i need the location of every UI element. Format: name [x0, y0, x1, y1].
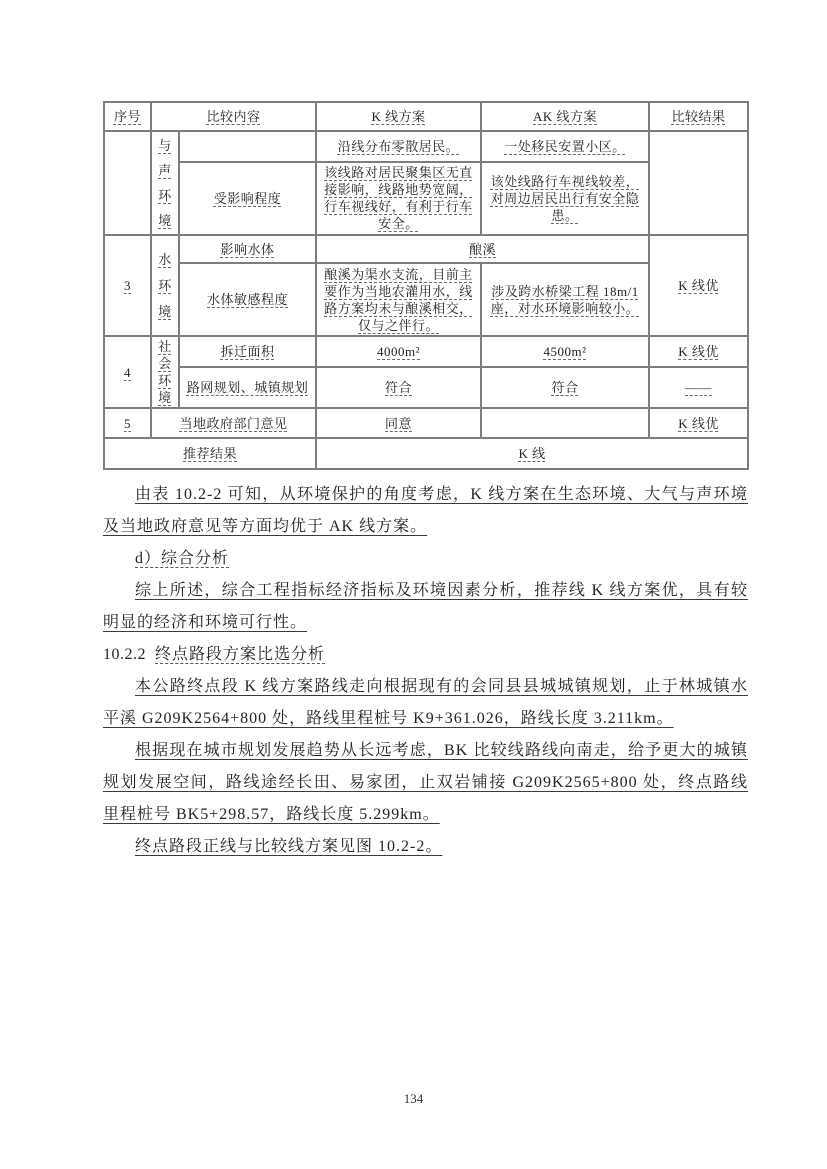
- cell-water-seq: 3: [104, 235, 151, 336]
- header-k-plan: K 线方案: [316, 102, 481, 131]
- cell-sound-impact-k: 该线路对居民聚集区无直接影响，线路地势宽阔，行车视线好，有利于行车安全。: [316, 162, 481, 235]
- cell-planning-result: ——: [649, 367, 748, 408]
- cell-sound-seq: [104, 131, 151, 235]
- cell-sound-result: [649, 131, 748, 235]
- cell-gov-ak: [481, 408, 649, 438]
- row-social-demolition: [104, 336, 748, 367]
- row-sound-residents: [104, 131, 748, 162]
- cell-social-category: 社会环境: [151, 336, 179, 408]
- paragraph-env-conclusion: 由表 10.2-2 可知，从环境保护的角度考虑，K 线方案在生态环境、大气与声环境及当地政府意见等方面均优于 AK 线方案。: [103, 486, 748, 535]
- cell-sound-category: 与声环境: [151, 131, 179, 235]
- paragraph-overall-conclusion: 综上所述，综合工程指标经济指标及环境因素分析，推荐线 K 线方案优，具有较明显的经济和环境可行性。: [103, 582, 748, 631]
- cell-demolition-result: K 线优: [649, 336, 748, 367]
- cell-water-sensitivity-ak: 涉及跨水桥梁工程 18m/1 座，对水环境影响较小。: [481, 263, 649, 336]
- page-number: 134: [403, 1091, 424, 1106]
- row-government-opinion: [104, 408, 748, 438]
- cell-sound-residents-label: [179, 131, 316, 162]
- cell-water-result: K 线优: [649, 235, 748, 336]
- paragraph-figure-reference: 终点路段正线与比较线方案见图 10.2-2。: [135, 838, 443, 855]
- cell-demolition-ak: 4500m²: [481, 336, 649, 367]
- heading-comprehensive-analysis: d）综合分析: [135, 550, 230, 567]
- comparison-table: [103, 101, 749, 470]
- cell-demolition-label: 拆迁面积: [179, 336, 316, 367]
- row-social-planning: [104, 367, 748, 408]
- cell-planning-k: 符合: [316, 367, 481, 408]
- cell-water-category: 水环境: [151, 235, 179, 336]
- row-water-body: [104, 235, 748, 263]
- cell-recommendation-value: K 线: [316, 438, 748, 469]
- paragraph-k-line-endpoint: 本公路终点段 K 线方案路线走向根据现有的会同县县城城镇规划，止于林城镇水平溪 G209K2564+800 处，路线里程桩号 K9+361.026，路线长度 3.211km。: [103, 678, 748, 727]
- cell-sound-impact-label: 受影响程度: [179, 162, 316, 235]
- section-title: 终点路段方案比选分析: [155, 646, 326, 663]
- cell-water-body-value: 酿溪: [316, 235, 649, 263]
- cell-sound-residents-k: 沿线分布零散居民。: [316, 131, 481, 162]
- row-recommendation: [104, 438, 748, 469]
- cell-gov-k: 同意: [316, 408, 481, 438]
- cell-planning-label: 路网规划、城镇规划: [179, 367, 316, 408]
- cell-gov-result: K 线优: [649, 408, 748, 438]
- cell-gov-label: 当地政府部门意见: [151, 408, 316, 438]
- heading-section-10-2-2: [103, 639, 748, 671]
- header-result: 比较结果: [649, 102, 748, 131]
- cell-planning-ak: 符合: [481, 367, 649, 408]
- cell-water-body-label: 影响水体: [179, 235, 316, 263]
- header-content: 比较内容: [151, 102, 316, 131]
- cell-water-sensitivity-label: 水体敏感程度: [179, 263, 316, 336]
- header-seq: 序号: [104, 102, 151, 131]
- cell-water-sensitivity-k: 酿溪为渠水支流，目前主要作为当地农灌用水，线路方案均未与酿溪相交，仅与之伴行。: [316, 263, 481, 336]
- cell-sound-impact-ak: 该处线路行车视线较差，对周边居民出行有安全隐患。: [481, 162, 649, 235]
- cell-recommendation-label: 推荐结果: [104, 438, 316, 469]
- table-header-row: [104, 102, 748, 131]
- body-text: [103, 479, 748, 863]
- header-ak-plan: AK 线方案: [481, 102, 649, 131]
- paragraph-bk-line-endpoint: 根据现在城市规划发展趋势从长远考虑，BK 比较线路线向南走，给予更大的城镇规划发展空间，路线途经长田、易家团，止双岩铺接 G209K2565+800 处，终点路线里程桩号 BK5+298.57，路线长度 5.299km。: [103, 742, 748, 823]
- cell-social-seq: 4: [104, 336, 151, 408]
- cell-gov-seq: 5: [104, 408, 151, 438]
- cell-demolition-k: 4000m²: [316, 336, 481, 367]
- cell-sound-residents-ak: 一处移民安置小区。: [481, 131, 649, 162]
- section-number: 10.2.2: [103, 646, 146, 663]
